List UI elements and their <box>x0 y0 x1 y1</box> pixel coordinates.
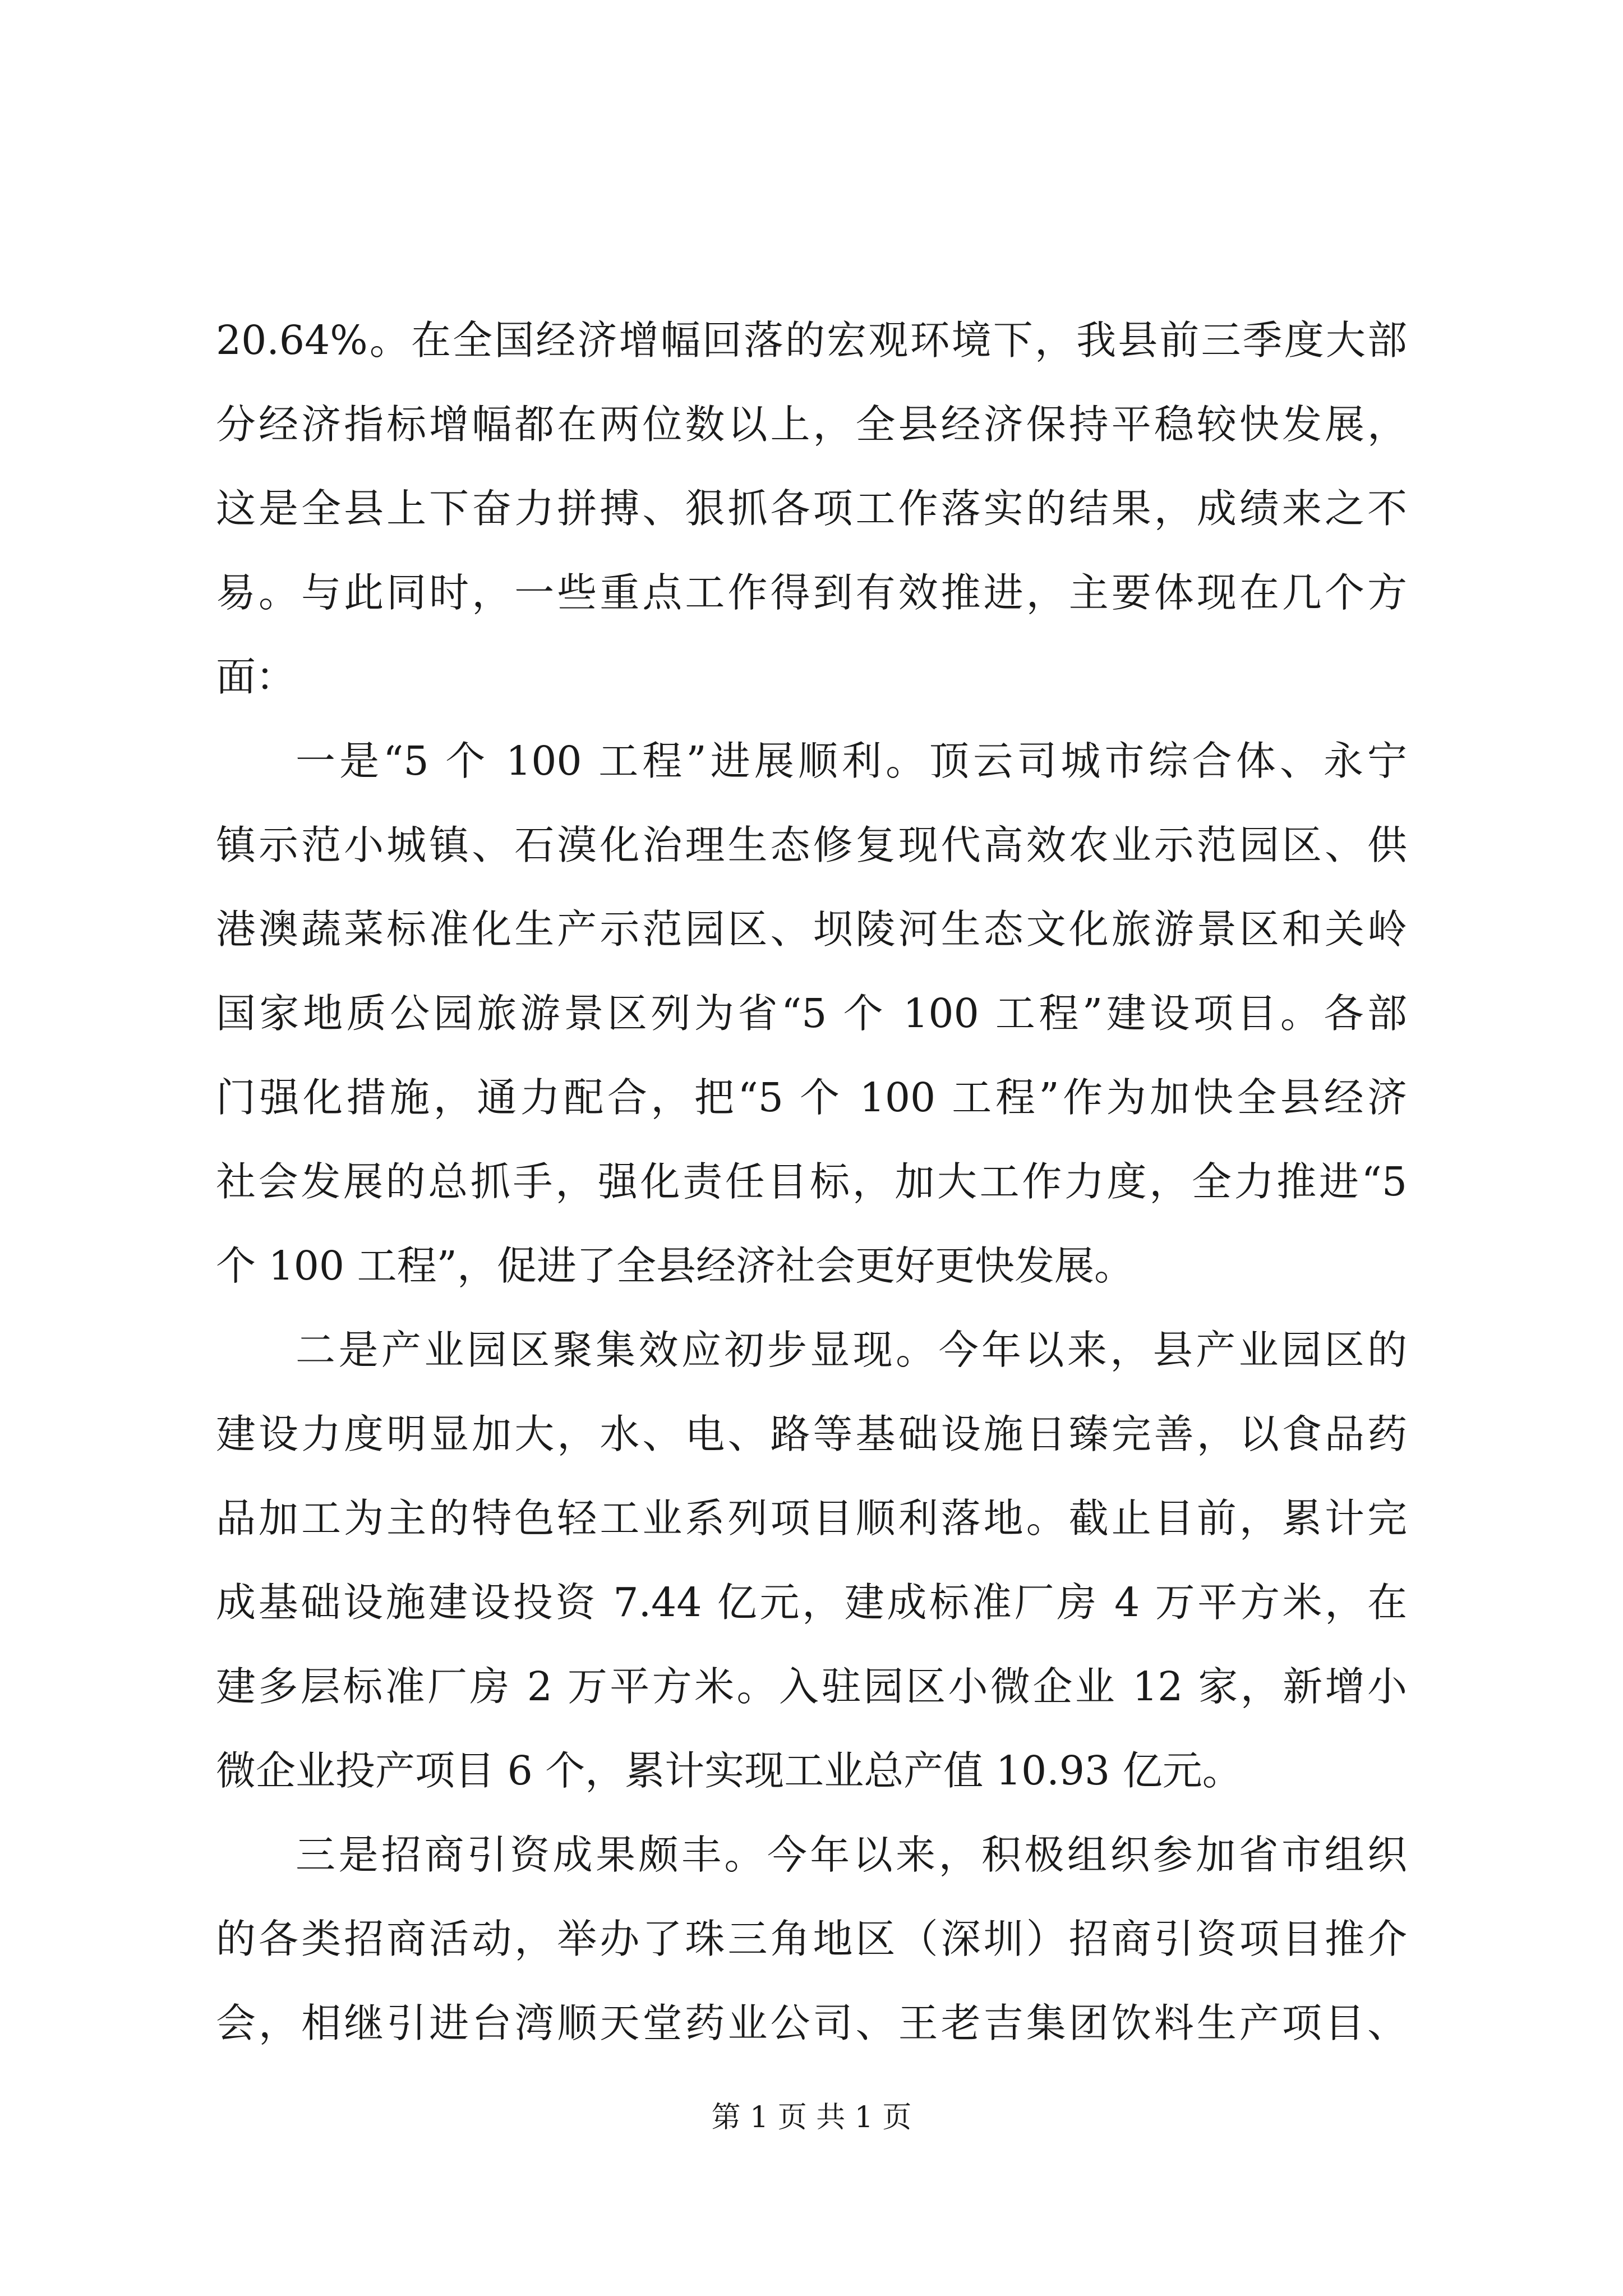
paragraph-first-line: 二是产业园区聚集效应初步显现。今年以来，县产业园区的 <box>296 1327 1407 1373</box>
text-line: 建多层标准厂房 2 万平方米。入驻园区小微企业 12 家，新增小 <box>216 1663 1407 1710</box>
paragraph-first-line: 三是招商引资成果颇丰。今年以来，积极组织参加省市组织 <box>296 1832 1407 1878</box>
text-line: 这是全县上下奋力拼搏、狠抓各项工作落实的结果，成绩来之不 <box>216 485 1407 532</box>
text-line: 微企业投产项目 6 个，累计实现工业总产值 10.93 亿元。 <box>216 1747 1242 1794</box>
page-footer <box>0 2101 1623 2134</box>
text-line: 国家地质公园旅游景区列为省“5 个 100 工程”建设项目。各部 <box>216 990 1407 1037</box>
paragraph-first-line: 一是“5 个 100 工程”进展顺利。顶云司城市综合体、永宁 <box>296 738 1407 784</box>
text-line: 建设力度明显加大，水、电、路等基础设施日臻完善，以食品药 <box>216 1411 1407 1457</box>
text-line: 镇示范小城镇、石漠化治理生态修复现代高效农业示范园区、供 <box>216 822 1407 868</box>
text-line: 20.64%。在全国经济增幅回落的宏观环境下，我县前三季度大部 <box>216 317 1407 364</box>
text-line: 会，相继引进台湾顺天堂药业公司、王老吉集团饮料生产项目、 <box>216 2000 1407 2046</box>
text-line: 社会发展的总抓手，强化责任目标，加大工作力度，全力推进“5 <box>216 1158 1407 1205</box>
text-line: 品加工为主的特色轻工业系列项目顺利落地。截止目前，累计完 <box>216 1495 1407 1542</box>
page-number: 第 1 页 共 1 页 <box>711 2101 912 2134</box>
text-line: 门强化措施，通力配合，把“5 个 100 工程”作为加快全县经济 <box>216 1074 1407 1121</box>
text-line: 易。与此同时，一些重点工作得到有效推进，主要体现在几个方 <box>216 569 1407 616</box>
text-line: 个 100 工程”，促进了全县经济社会更好更快发展。 <box>216 1243 1134 1289</box>
text-line: 面： <box>216 654 296 700</box>
body-text <box>216 298 1407 2065</box>
text-line: 分经济指标增幅都在两位数以上，全县经济保持平稳较快发展， <box>216 401 1407 448</box>
text-line: 成基础设施建设投资 7.44 亿元，建成标准厂房 4 万平方米，在 <box>216 1579 1407 1626</box>
text-line: 港澳蔬菜标准化生产示范园区、坝陵河生态文化旅游景区和关岭 <box>216 906 1407 953</box>
text-line: 的各类招商活动，举办了珠三角地区（深圳）招商引资项目推介 <box>216 1916 1407 1962</box>
